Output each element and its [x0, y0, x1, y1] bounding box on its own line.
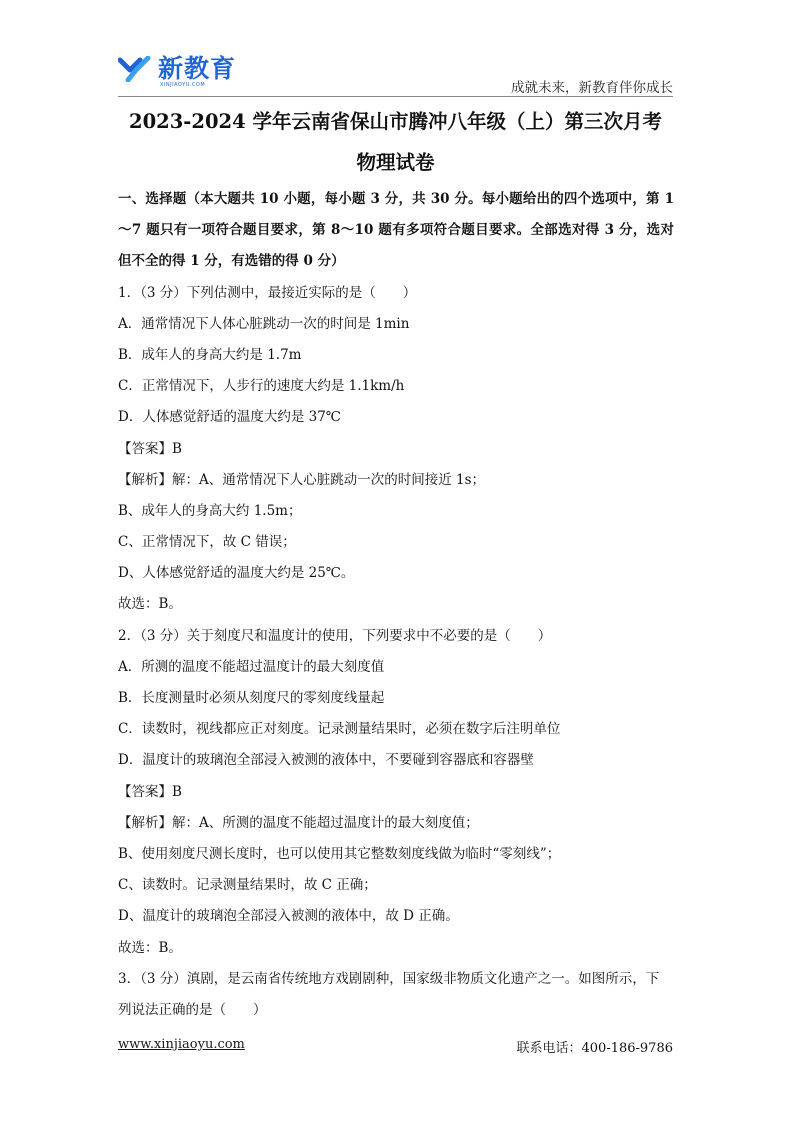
document-body — [118, 184, 674, 1026]
logo-subtext: XINJIAOYU.COM — [160, 82, 206, 88]
text-line: 【答案】B — [118, 440, 182, 457]
exam-title: 2023-2024 学年云南省保山市腾冲八年级（上）第三次月考 — [129, 110, 662, 133]
text-line: B．长度测量时必须从刻度尺的零刻度线量起 — [118, 690, 385, 707]
text-line: D、温度计的玻璃泡全部浸入被测的液体中，故 D 正确。 — [118, 908, 459, 925]
text-line: C．读数时，视线都应正对刻度。记录测量结果时，必须在数字后注明单位 — [118, 721, 561, 738]
text-line: D．温度计的玻璃泡全部浸入被测的液体中，不要碰到容器底和容器壁 — [118, 752, 534, 769]
text-line: B．成年人的身高大约是 1.7m — [118, 346, 302, 363]
text-line: D．人体感觉舒适的温度大约是 37℃ — [118, 409, 341, 426]
text-line: 故选：B。 — [118, 596, 182, 613]
logo-text: 新教育 — [158, 54, 237, 83]
text-line: A．通常情况下人体心脏跳动一次的时间是 1min — [118, 315, 410, 332]
header-divider — [118, 96, 673, 97]
text-line: C、读数时。记录测量结果时，故 C 正确； — [118, 877, 377, 894]
text-line: 3．（3 分）滇剧，是云南省传统地方戏剧剧种，国家级非物质文化遗产之一。如图所示，下 — [118, 970, 660, 987]
text-line: B、使用刻度尺测长度时，也可以使用其它整数刻度线做为临时“零刻线”； — [118, 845, 561, 862]
exam-subtitle: 物理试卷 — [356, 151, 435, 174]
text-line: 1．（3 分）下列估测中，最接近实际的是（ ） — [118, 284, 417, 301]
text-line: 2．（3 分）关于刻度尺和温度计的使用，下列要求中不必要的是（ ） — [118, 627, 552, 644]
text-line: 【解析】解：A、所测的温度不能超过温度计的最大刻度值； — [118, 814, 479, 831]
footer-website-link[interactable]: www.xinjiaoyu.com — [118, 1037, 245, 1052]
section-heading — [118, 184, 674, 278]
text-line: C、正常情况下，故 C 错误； — [118, 534, 296, 551]
text-line: 列说法正确的是（ ） — [118, 1001, 267, 1018]
brand-logo — [118, 56, 236, 82]
text-line: A．所测的温度不能超过温度计的最大刻度值 — [118, 658, 385, 675]
logo-mark-icon — [118, 56, 152, 82]
text-line: C．正常情况下，人步行的速度大约是 1.1km/h — [118, 378, 405, 395]
section-heading-text: 一、选择题（本大题共 10 小题，每小题 3 分，共 30 分。每小题给出的四个选项中，第 1～7 题只有一项符合题目要求，第 8～10 题有多项符合题目要求。全部选对得 3 分，选对但不全的得 1 分，有选错的得 0 分） — [118, 191, 674, 270]
text-line: 故选：B。 — [118, 939, 182, 956]
text-line: D、人体感觉舒适的温度大约是 25℃。 — [118, 565, 355, 582]
text-line: 【答案】B — [118, 783, 182, 800]
text-line: B、成年人的身高大约 1.5m； — [118, 502, 302, 519]
text-line: 【解析】解：A、通常情况下人心脏跳动一次的时间接近 1s； — [118, 471, 486, 488]
footer-phone: 联系电话：400-186-9786 — [516, 1041, 673, 1056]
header-slogan: 成就未来，新教育伴你成长 — [511, 80, 673, 96]
